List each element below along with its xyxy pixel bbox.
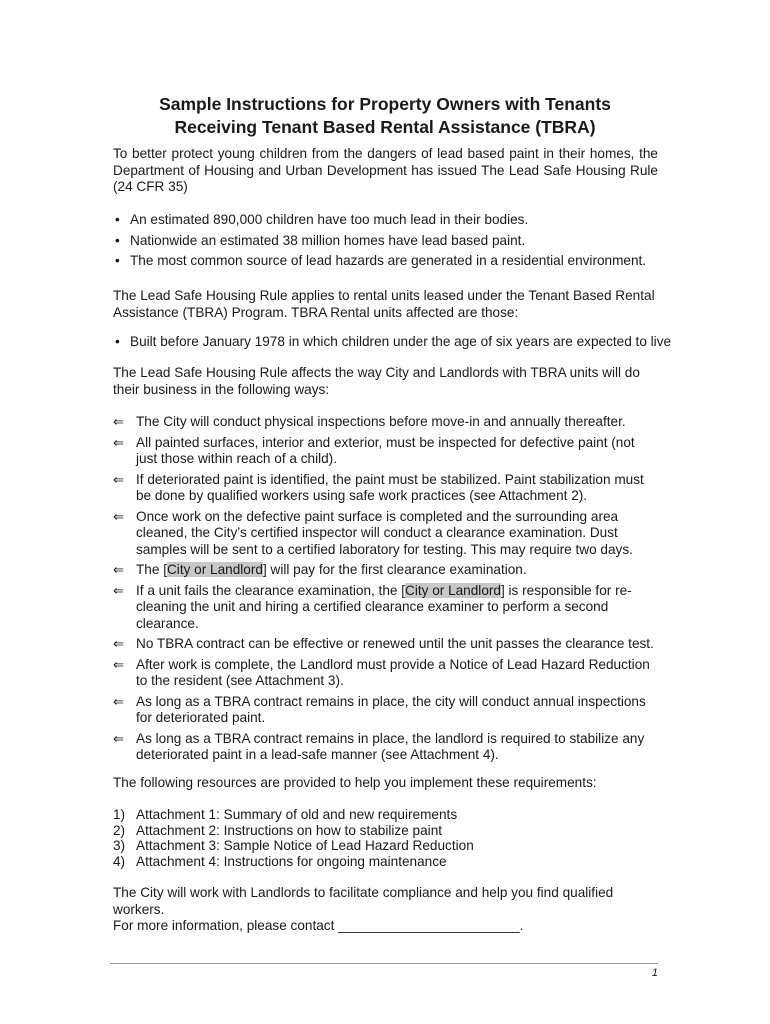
list-item: 2) Attachment 2: Instructions on how to stabilize paint	[113, 822, 443, 838]
arrow-left-icon: ⇐	[113, 414, 124, 429]
requirement-item: ⇐ The City will conduct physical inspections before move-in and annually thereafter.	[113, 414, 626, 429]
title-line-2: Receiving Tenant Based Rental Assistance (TBRA)	[174, 117, 596, 137]
bullet-icon: •	[115, 334, 120, 349]
highlighted-field: City or Landlord	[166, 562, 263, 577]
affects-paragraph: The Lead Safe Housing Rule affects the way City and Landlords with TBRA units will do their business in the following ways:	[113, 365, 640, 397]
page-number: 1	[651, 967, 658, 979]
arrow-left-icon: ⇐	[113, 636, 124, 651]
list-item: • Nationwide an estimated 38 million homes have lead based paint.	[115, 232, 526, 248]
closing-paragraph	[113, 885, 658, 935]
arrow-left-icon: ⇐	[113, 562, 124, 577]
list-item: 1) Attachment 1: Summary of old and new requirements	[113, 807, 458, 822]
title-line-1: Sample Instructions for Property Owners with Tenants	[159, 94, 611, 114]
affected-units-list	[113, 334, 673, 355]
list-item: • Built before January 1978 in which children under the age of six years are expected to live	[115, 334, 672, 349]
document-title	[100, 93, 670, 139]
footer-divider	[110, 963, 658, 964]
highlighted-field: City or Landlord	[405, 582, 501, 598]
arrow-left-icon: ⇐	[113, 730, 124, 746]
requirement-item: ⇐ As long as a TBRA contract remains in place, the landlord is required to stabilize any deteriorated paint in a lead-safe manner (see Attachment 4).	[113, 730, 645, 762]
requirement-item: ⇐ No TBRA contract can be effective or renewed until the unit passes the clearance test.	[113, 636, 654, 651]
intro-paragraph: To better protect young children from the dangers of lead based paint in their homes, the Department of Housing and Urban Development has issued The Lead Safe Housing Rule (24 CFR 35)	[113, 146, 658, 194]
arrow-left-icon: ⇐	[113, 508, 124, 524]
requirement-item: ⇐ If a unit fails the clearance examination, the [City or Landlord] is responsible for re-cleaning the unit and hiring a certified clearance examiner to perform a second clearance.	[113, 582, 632, 631]
requirement-item: ⇐ Once work on the defective paint surface is completed and the surrounding area cleaned, the City’s certified inspector will conduct a clearance examination. Dust samples will be sent to a certified laboratory for testing. This may require two days.	[113, 508, 633, 557]
resources-intro: The following resources are provided to help you implement these requirements:	[113, 775, 597, 790]
requirement-item: ⇐ After work is complete, the Landlord must provide a Notice of Lead Hazard Reduction to the resident (see Attachment 3).	[113, 656, 650, 688]
list-item: 3) Attachment 3: Sample Notice of Lead Hazard Reduction	[113, 838, 474, 853]
requirement-item: ⇐ If deteriorated paint is identified, the paint must be stabilized. Paint stabilization must be done by qualified workers using safe work practices (see Attachment 2).	[113, 471, 644, 503]
list-item: • An estimated 890,000 children have too much lead in their bodies.	[115, 212, 529, 227]
arrow-left-icon: ⇐	[113, 434, 124, 450]
attachments-list	[113, 807, 658, 869]
arrow-left-icon: ⇐	[113, 582, 124, 598]
arrow-left-icon: ⇐	[113, 656, 124, 672]
requirement-item: ⇐ All painted surfaces, interior and exterior, must be inspected for defective paint (not just those within reach of a child).	[113, 434, 635, 466]
requirement-item: ⇐ The [City or Landlord] will pay for the first clearance examination.	[113, 562, 527, 577]
requirement-item: ⇐ As long as a TBRA contract remains in place, the city will conduct annual inspections for deteriorated paint.	[113, 693, 646, 725]
closing-line-1: The City will work with Landlords to facilitate compliance and help you find qualified workers.	[113, 885, 614, 917]
bullet-icon: •	[115, 232, 120, 248]
bullet-icon: •	[115, 253, 120, 268]
list-item: • The most common source of lead hazards are generated in a residential environment.	[115, 253, 647, 268]
closing-line-2: For more information, please contact ________________________.	[113, 918, 524, 933]
arrow-left-icon: ⇐	[113, 471, 124, 487]
requirements-list	[113, 414, 658, 768]
applies-paragraph: The Lead Safe Housing Rule applies to rental units leased under the Tenant Based Rental Assistance (TBRA) Program. TBRA Rental units affected are those:	[113, 288, 655, 320]
bullet-icon: •	[115, 212, 120, 227]
facts-list	[113, 212, 673, 274]
list-item: 4) Attachment 4: Instructions for ongoing maintenance	[113, 853, 447, 869]
arrow-left-icon: ⇐	[113, 693, 124, 709]
